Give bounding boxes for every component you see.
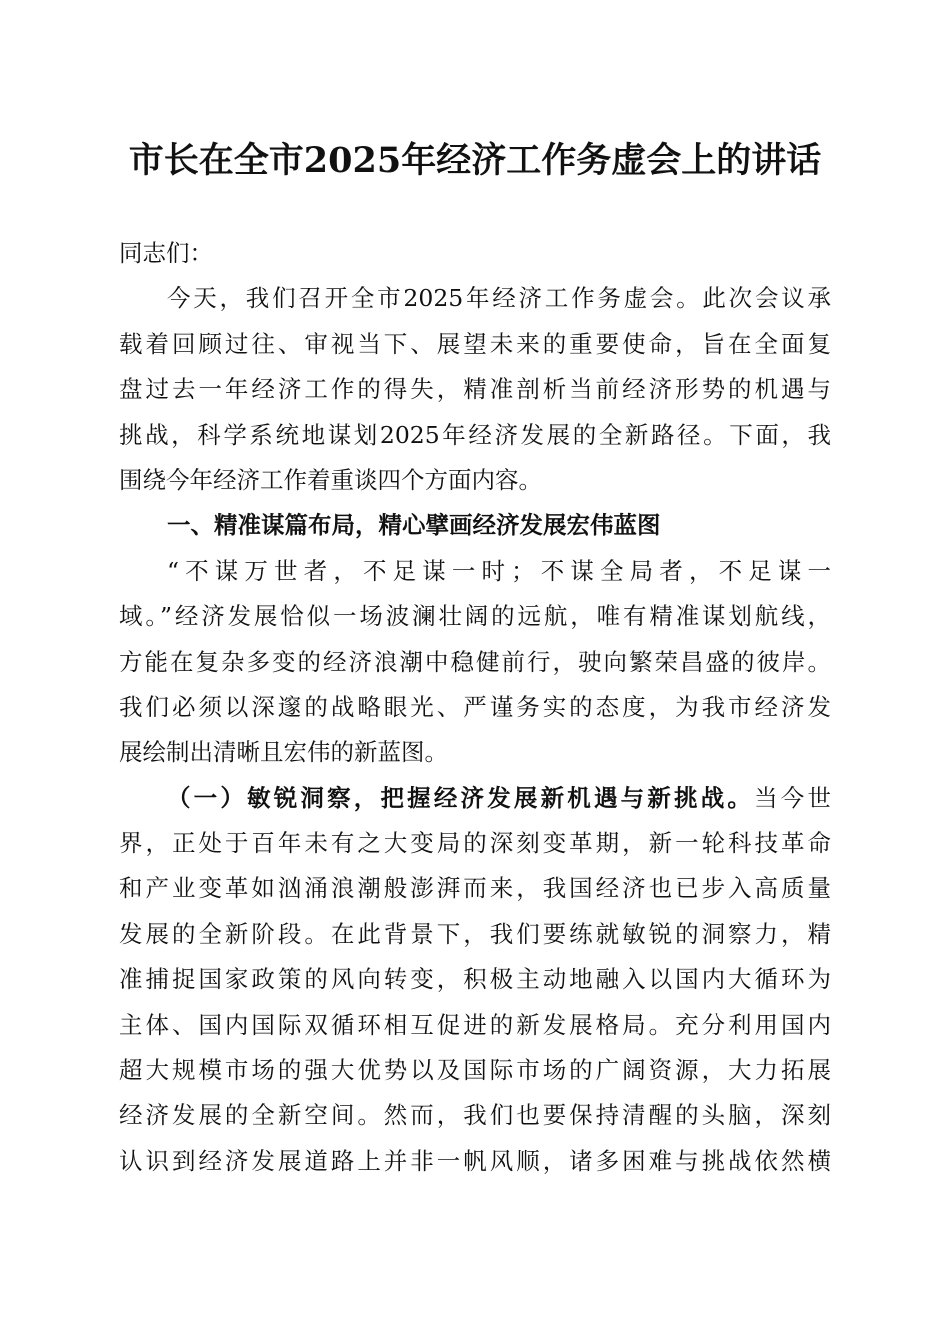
subsection-first-line	[119, 776, 831, 821]
subsection-heading: （一）敏锐洞察，把握经济发展新机遇与新挑战。	[167, 783, 755, 812]
intro-line: 今天，我们召开全市2025年经济工作务虚会。此次会议承	[167, 284, 831, 313]
intro-line: 载着回顾过往、审视当下、展望未来的重要使命，旨在全面复	[119, 329, 831, 358]
subsection-line: 和产业变革如汹涌浪潮般澎湃而来，我国经济也已步入高质量	[119, 874, 831, 903]
subsection-line: 界，正处于百年未有之大变局的深刻变革期，新一轮科技革命	[119, 829, 831, 858]
subsection-text: 当今世	[754, 783, 831, 812]
intro-line: 围绕今年经济工作着重谈四个方面内容。	[119, 465, 542, 494]
section-heading: 一、精准谋篇布局，精心擘画经济发展宏伟蓝图	[167, 511, 661, 540]
subsection-line: 主体、国内国际双循环相互促进的新发展格局。充分利用国内	[119, 1010, 831, 1039]
subsection-line: 准捕捉国家政策的风向转变，积极主动地融入以国内大循环为	[119, 965, 831, 994]
subsection-line: 超大规模市场的强大优势以及国际市场的广阔资源，大力拓展	[119, 1056, 831, 1085]
document-body	[119, 231, 831, 1184]
subsection-line: 发展的全新阶段。在此背景下，我们要练就敏锐的洞察力，精	[119, 919, 831, 948]
section-line: 方能在复杂多变的经济浪潮中稳健前行，驶向繁荣昌盛的彼岸。	[119, 647, 831, 676]
subsection-line: 认识到经济发展道路上并非一帆风顺，诸多困难与挑战依然横	[119, 1146, 831, 1175]
intro-line: 盘过去一年经济工作的得失，精准剖析当前经济形势的机遇与	[119, 375, 831, 404]
salutation: 同志们：	[119, 239, 213, 267]
section-line: 展绘制出清晰且宏伟的新蓝图。	[119, 738, 448, 767]
section-line: 我们必须以深邃的战略眼光、严谨务实的态度，为我市经济发	[119, 692, 831, 721]
subsection-line: 经济发展的全新空间。然而，我们也要保持清醒的头脑，深刻	[119, 1101, 831, 1130]
section-line: “不谋万世者，不足谋一时；不谋全局者，不足谋一	[167, 556, 831, 585]
section-line: 域。”经济发展恰似一场波澜壮阔的远航，唯有精准谋划航线，	[119, 602, 831, 631]
intro-line: 挑战，科学系统地谋划2025年经济发展的全新路径。下面，我	[119, 420, 831, 449]
page-title: 市长在全市2025年经济工作务虚会上的讲话	[128, 140, 822, 181]
